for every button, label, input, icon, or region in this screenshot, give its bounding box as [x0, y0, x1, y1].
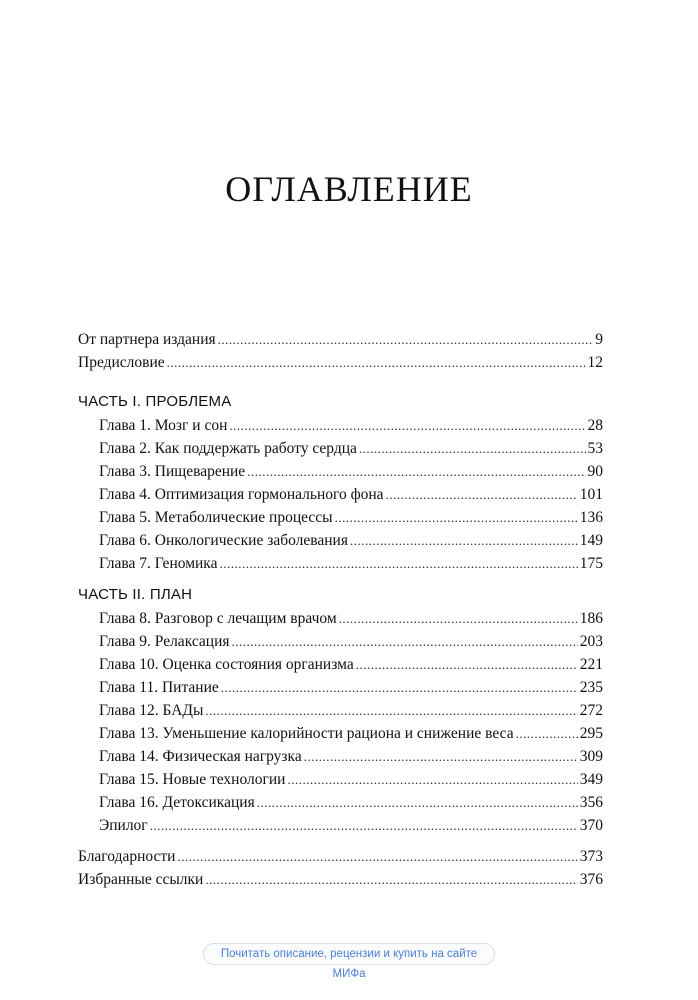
dot-leader [205, 701, 577, 721]
toc-entry-chapter [99, 793, 603, 813]
toc-entry-label: Глава 14. Физическая нагрузка [99, 748, 302, 765]
toc-page-number: 309 [579, 748, 603, 765]
dot-leader [150, 816, 578, 836]
dot-leader [177, 847, 577, 867]
toc-entry-label: Глава 10. Оценка состояния организма [99, 656, 354, 673]
toc-entry-chapter [99, 485, 603, 505]
toc-page-number: 28 [587, 417, 603, 434]
toc-entry-label: Глава 6. Онкологические заболевания [99, 532, 348, 549]
part-heading-1: ЧАСТЬ I. ПРОБЛЕМА [78, 393, 232, 410]
dot-leader [386, 485, 578, 505]
toc-page-number: 9 [595, 331, 603, 348]
toc-page-number: 349 [579, 771, 603, 788]
toc-entry-label: Глава 11. Питание [99, 679, 219, 696]
toc-entry-chapter [99, 462, 603, 482]
dot-leader [335, 508, 578, 528]
toc-entry-label: Глава 12. БАДы [99, 702, 204, 719]
toc-entry-chapter [99, 678, 603, 698]
toc-entry-label: Глава 9. Релаксация [99, 633, 230, 650]
toc-page-number: 221 [579, 656, 603, 673]
toc-entry-label: Глава 15. Новые технологии [99, 771, 286, 788]
dot-leader [339, 609, 578, 629]
dot-leader [287, 770, 577, 790]
toc-entry-chapter [99, 724, 603, 744]
toc-entry-label: Глава 13. Уменьшение калорийности рациона и снижение веса [99, 725, 514, 742]
toc-entry-chapter [99, 439, 603, 459]
toc-entry-label: Глава 1. Мозг и сон [99, 417, 228, 434]
toc-entry-chapter [99, 770, 603, 790]
toc-page-number: 175 [579, 555, 603, 572]
toc-entry-label: Глава 2. Как поддержать работу сердца [99, 440, 357, 457]
toc-entry-chapter [99, 632, 603, 652]
toc-page-number: 295 [579, 725, 603, 742]
toc-entry-chapter [99, 508, 603, 528]
toc-entry-label: Эпилог [99, 817, 148, 834]
toc-page-number: 203 [579, 633, 603, 650]
toc-entry-preface [78, 353, 603, 373]
toc-entry-chapter [99, 531, 603, 551]
toc-page-number: 136 [579, 509, 603, 526]
toc-page-number: 356 [579, 794, 603, 811]
dot-leader [218, 330, 594, 350]
toc-page-number: 53 [587, 440, 603, 457]
toc-entry-references [78, 870, 603, 890]
toc-entry-label: От партнера издания [78, 331, 216, 348]
publisher-site-link[interactable]: Почитать описание, рецензии и купить на сайте МИФа [203, 943, 495, 965]
part-heading-2: ЧАСТЬ II. ПЛАН [78, 586, 193, 603]
toc-page-number: 272 [579, 702, 603, 719]
dot-leader [247, 462, 585, 482]
toc-entry-label: Глава 8. Разговор с лечащим врачом [99, 610, 337, 627]
toc-entry-chapter [99, 609, 603, 629]
toc-entry-partner [78, 330, 603, 350]
dot-leader [205, 870, 577, 890]
dot-leader [232, 632, 578, 652]
dot-leader [516, 724, 578, 744]
toc-page-number: 101 [579, 486, 603, 503]
toc-page-number: 376 [579, 871, 603, 888]
toc-entry-chapter [99, 554, 603, 574]
toc-entry-label: Предисловие [78, 354, 165, 371]
dot-leader [219, 554, 577, 574]
toc-page-number: 149 [579, 532, 603, 549]
dot-leader [359, 439, 586, 459]
toc-entry-label: Глава 4. Оптимизация гормонального фона [99, 486, 384, 503]
dot-leader [350, 531, 578, 551]
toc-entry-epilogue [99, 816, 603, 836]
dot-leader [356, 655, 578, 675]
toc-page-number: 235 [579, 679, 603, 696]
page-title: ОГЛАВЛЕНИЕ [225, 169, 473, 209]
toc-entry-chapter [99, 701, 603, 721]
toc-entry-acknowledgements [78, 847, 603, 867]
toc-entry-label: Глава 3. Пищеварение [99, 463, 246, 480]
dot-leader [167, 353, 586, 373]
toc-page-number: 186 [579, 610, 603, 627]
toc-entry-label: Избранные ссылки [78, 871, 204, 888]
toc-entry-chapter [99, 416, 603, 436]
toc-entry-label: Глава 5. Метаболические процессы [99, 509, 333, 526]
toc-entry-chapter [99, 655, 603, 675]
dot-leader [229, 416, 585, 436]
toc-page-number: 373 [579, 848, 603, 865]
toc-page-number: 12 [587, 354, 603, 371]
toc-entry-label: Глава 16. Детоксикация [99, 794, 255, 811]
dot-leader [304, 747, 578, 767]
dot-leader [257, 793, 578, 813]
toc-page-number: 90 [587, 463, 603, 480]
toc-entry-label: Благодарности [78, 848, 176, 865]
toc-entry-chapter [99, 747, 603, 767]
toc-page-number: 370 [579, 817, 603, 834]
toc-entry-label: Глава 7. Геномика [99, 555, 218, 572]
dot-leader [221, 678, 578, 698]
